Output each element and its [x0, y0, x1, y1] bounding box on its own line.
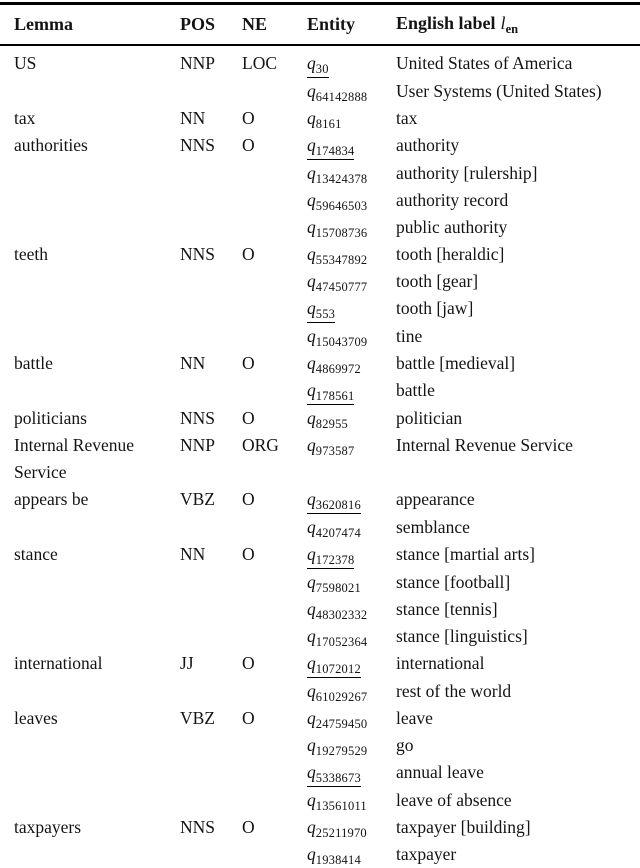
table-row [0, 323, 640, 350]
entity-number: 8161 [315, 117, 342, 131]
pos-cell [180, 78, 242, 105]
entity-number: 5338673 [315, 771, 361, 785]
pos-cell: NNS [180, 135, 216, 155]
english-label-cell: leave [396, 708, 433, 728]
english-label-cell: stance [linguistics] [396, 626, 528, 646]
entity-id [307, 298, 335, 323]
ne-cell [242, 732, 307, 759]
entity-cell [307, 45, 396, 78]
entity-id [307, 163, 367, 186]
lemma-cell [0, 569, 180, 596]
entity-number: 1938414 [315, 853, 361, 867]
pos-cell [180, 787, 242, 814]
table-row [0, 268, 640, 295]
table-row [0, 78, 640, 105]
table-row [0, 160, 640, 187]
entity-id [307, 544, 354, 569]
entity-cell [307, 732, 396, 759]
entity-number: 4869972 [315, 362, 361, 376]
pos-cell [180, 841, 242, 868]
entity-prefix: q [307, 298, 316, 318]
lemma-cell [0, 160, 180, 187]
english-label-cell: international [396, 653, 485, 673]
entity-cell [307, 377, 396, 405]
col-header-pos: POS [180, 14, 216, 34]
english-label-cell: authority record [396, 190, 509, 210]
ne-cell [242, 268, 307, 295]
entity-number: 13561011 [315, 799, 367, 813]
entity-cell [307, 759, 396, 787]
entity-number: 17052364 [315, 635, 368, 649]
entity-id [307, 653, 361, 678]
table-row [0, 432, 640, 486]
entity-id [307, 135, 354, 160]
ne-cell: LOC [242, 53, 277, 73]
entity-prefix: q [307, 489, 316, 509]
lemma-cell [0, 841, 180, 868]
pos-cell: NNS [180, 244, 216, 264]
entity-cell [307, 432, 396, 486]
ne-cell: O [242, 244, 255, 264]
pos-cell: VBZ [180, 708, 215, 728]
ne-cell: ORG [242, 435, 279, 455]
entity-number: 174834 [315, 144, 355, 158]
entity-number: 15043709 [315, 335, 368, 349]
entity-prefix: q [307, 244, 316, 264]
entity-number: 3620816 [315, 498, 361, 512]
pos-cell [180, 295, 242, 323]
entity-number: 178561 [315, 389, 355, 403]
ne-cell [242, 160, 307, 187]
entity-cell [307, 623, 396, 650]
entity-prefix: q [307, 817, 316, 837]
table-row [0, 759, 640, 787]
lemma-cell: tax [14, 108, 36, 128]
entity-id [307, 408, 348, 431]
pos-cell: NN [180, 544, 206, 564]
english-label-cell: taxpayer [396, 844, 457, 864]
entity-prefix: q [307, 708, 316, 728]
entity-id [307, 708, 367, 731]
entity-id [307, 244, 367, 267]
english-label-cell: stance [martial arts] [396, 544, 535, 564]
entity-id [307, 217, 367, 240]
english-label-cell: public authority [396, 217, 508, 237]
entity-id [307, 762, 361, 787]
entity-number: 64142888 [315, 90, 368, 104]
label-subscript: en [505, 22, 519, 36]
table-row [0, 241, 640, 268]
pos-cell: NN [180, 108, 206, 128]
ne-cell: O [242, 353, 255, 373]
table-body [0, 45, 640, 868]
pos-cell [180, 268, 242, 295]
entity-number: 973587 [315, 444, 355, 458]
entity-id [307, 435, 354, 458]
entity-number: 13424378 [315, 172, 368, 186]
entity-number: 24759450 [315, 717, 368, 731]
entity-cell [307, 841, 396, 868]
ne-cell [242, 514, 307, 541]
entity-id [307, 735, 367, 758]
entity-prefix: q [307, 626, 316, 646]
entity-cell [307, 787, 396, 814]
english-label-cell: United States of America [396, 53, 573, 73]
english-label-cell: Internal Revenue Service [396, 435, 573, 455]
ne-cell [242, 377, 307, 405]
entity-prefix: q [307, 572, 316, 592]
entity-prefix: q [307, 190, 316, 210]
lemma-cell [0, 623, 180, 650]
entity-number: 48302332 [315, 608, 368, 622]
entity-number: 172378 [315, 553, 355, 567]
entity-id [307, 599, 367, 622]
entity-prefix: q [307, 653, 316, 673]
entity-cell [307, 214, 396, 241]
lemma-cell [0, 78, 180, 105]
lemma-cell [0, 514, 180, 541]
lemma-cell: Internal Revenue Service [14, 435, 135, 482]
pos-cell [180, 514, 242, 541]
entity-prefix: q [307, 108, 316, 128]
label-symbol: l [500, 13, 506, 33]
table-row [0, 787, 640, 814]
english-label-cell: tooth [gear] [396, 271, 479, 291]
entity-id [307, 81, 367, 104]
lemma-cell: teeth [14, 244, 49, 264]
table-row [0, 541, 640, 569]
english-label-cell: battle [medieval] [396, 353, 516, 373]
english-label-cell: taxpayer [building] [396, 817, 531, 837]
lemma-cell: US [14, 53, 37, 73]
ne-cell [242, 623, 307, 650]
entity-cell [307, 650, 396, 678]
pos-cell [180, 214, 242, 241]
lemma-cell [0, 596, 180, 623]
english-label-cell: stance [football] [396, 572, 511, 592]
english-label-cell: tooth [jaw] [396, 298, 474, 318]
lemma-cell [0, 678, 180, 705]
lemma-cell: leaves [14, 708, 58, 728]
english-label-cell: leave of absence [396, 790, 512, 810]
entity-number: 4207474 [315, 526, 361, 540]
lemma-cell: stance [14, 544, 58, 564]
entity-id [307, 844, 361, 868]
entity-number: 7598021 [315, 581, 361, 595]
entity-id [307, 271, 367, 294]
ne-cell: O [242, 708, 255, 728]
entity-id [307, 626, 367, 649]
col-header-lemma: Lemma [14, 14, 73, 34]
english-label-cell: authority [396, 135, 460, 155]
entity-prefix: q [307, 163, 316, 183]
pos-cell: VBZ [180, 489, 215, 509]
entity-id [307, 790, 367, 813]
header-row [0, 4, 640, 46]
english-label-cell: appearance [396, 489, 475, 509]
pos-cell: NNS [180, 817, 216, 837]
pos-cell [180, 678, 242, 705]
entity-prefix: q [307, 408, 316, 428]
entity-number: 15708736 [315, 226, 368, 240]
table-row [0, 705, 640, 732]
english-label-cell: tine [396, 326, 423, 346]
entity-id [307, 108, 342, 131]
entity-cell [307, 486, 396, 514]
ne-cell [242, 78, 307, 105]
entity-number: 553 [315, 307, 336, 321]
entity-cell [307, 268, 396, 295]
entity-prefix: q [307, 435, 316, 455]
pos-cell: NN [180, 353, 206, 373]
entity-prefix: q [307, 53, 316, 73]
pos-cell: NNS [180, 408, 216, 428]
english-label-cell: politician [396, 408, 463, 428]
entity-cell [307, 132, 396, 160]
entity-prefix: q [307, 135, 316, 155]
entity-number: 25211970 [315, 826, 367, 840]
table-row [0, 187, 640, 214]
entity-prefix: q [307, 790, 316, 810]
table-row [0, 732, 640, 759]
entity-cell [307, 596, 396, 623]
entity-cell [307, 705, 396, 732]
table-row [0, 650, 640, 678]
table-row [0, 132, 640, 160]
table-row [0, 514, 640, 541]
english-label-cell: authority [rulership] [396, 163, 538, 183]
entity-cell [307, 678, 396, 705]
entity-cell [307, 105, 396, 132]
entity-number: 82955 [315, 417, 348, 431]
col-header-english-label [396, 4, 640, 46]
entity-cell [307, 350, 396, 377]
table-row [0, 295, 640, 323]
lemma-cell [0, 759, 180, 787]
table-row [0, 405, 640, 432]
entity-prefix: q [307, 544, 316, 564]
table-row [0, 45, 640, 78]
entity-id [307, 380, 354, 405]
ne-cell [242, 759, 307, 787]
entity-id [307, 489, 361, 514]
table-row [0, 569, 640, 596]
entity-prefix: q [307, 844, 316, 864]
english-label-cell: User Systems (United States) [396, 81, 602, 101]
entity-number: 55347892 [315, 253, 368, 267]
col-header-entity: Entity [307, 14, 356, 34]
pos-cell [180, 596, 242, 623]
ne-cell: O [242, 108, 255, 128]
table-row [0, 214, 640, 241]
pos-cell [180, 569, 242, 596]
lemma-cell [0, 787, 180, 814]
table-row [0, 678, 640, 705]
entity-cell [307, 295, 396, 323]
table-row [0, 596, 640, 623]
entity-cell [307, 160, 396, 187]
pos-cell [180, 323, 242, 350]
english-label-cell: tooth [heraldic] [396, 244, 505, 264]
entity-cell [307, 323, 396, 350]
english-label-cell: rest of the world [396, 681, 512, 701]
entity-prefix: q [307, 271, 316, 291]
table-row [0, 623, 640, 650]
table-row [0, 841, 640, 868]
ne-cell [242, 596, 307, 623]
entity-number: 30 [315, 62, 329, 76]
pos-cell: NNP [180, 53, 216, 73]
lemma-cell [0, 187, 180, 214]
entity-number: 59646503 [315, 199, 368, 213]
ne-cell [242, 787, 307, 814]
english-label-text: English label [396, 13, 496, 33]
ne-cell [242, 187, 307, 214]
lemma-cell: taxpayers [14, 817, 82, 837]
table-row [0, 377, 640, 405]
entity-prefix: q [307, 353, 316, 373]
ne-cell [242, 295, 307, 323]
entity-cell [307, 541, 396, 569]
entity-number: 1072012 [315, 662, 361, 676]
pos-cell [180, 732, 242, 759]
lemma-cell [0, 323, 180, 350]
lemma-cell: authorities [14, 135, 88, 155]
entity-prefix: q [307, 380, 316, 400]
entity-id [307, 517, 361, 540]
pos-cell: NNP [180, 435, 216, 455]
entity-prefix: q [307, 81, 316, 101]
table-row [0, 350, 640, 377]
table-header [0, 4, 640, 46]
entity-prefix: q [307, 735, 316, 755]
table-row [0, 486, 640, 514]
entity-id [307, 353, 361, 376]
entity-cell [307, 814, 396, 841]
entity-prefix: q [307, 599, 316, 619]
ne-cell: O [242, 489, 255, 509]
entity-prefix: q [307, 517, 316, 537]
ne-cell [242, 569, 307, 596]
col-header-ne: NE [242, 14, 268, 34]
entity-cell [307, 405, 396, 432]
lemma-cell [0, 732, 180, 759]
entity-id [307, 817, 367, 840]
entity-prefix: q [307, 217, 316, 237]
entity-cell [307, 241, 396, 268]
entity-id [307, 190, 367, 213]
ne-cell: O [242, 544, 255, 564]
english-label-cell: go [396, 735, 414, 755]
entity-prefix: q [307, 326, 316, 346]
entity-cell [307, 569, 396, 596]
ne-cell: O [242, 653, 255, 673]
lemma-cell: international [14, 653, 103, 673]
lemma-cell: battle [14, 353, 53, 373]
lemma-cell [0, 295, 180, 323]
ne-cell [242, 323, 307, 350]
english-label-cell: battle [396, 380, 435, 400]
pos-cell [180, 759, 242, 787]
english-label-cell: tax [396, 108, 418, 128]
entity-number: 19279529 [315, 744, 368, 758]
entity-prefix: q [307, 762, 316, 782]
lemma-cell [0, 377, 180, 405]
entity-id [307, 53, 329, 78]
lemma-cell [0, 268, 180, 295]
lemma-cell [0, 214, 180, 241]
lemma-cell: appears be [14, 489, 89, 509]
ne-cell [242, 214, 307, 241]
pos-cell [180, 187, 242, 214]
lemma-entity-table [0, 2, 640, 868]
entity-number: 61029267 [315, 690, 368, 704]
english-label-cell: annual leave [396, 762, 484, 782]
ne-cell: O [242, 408, 255, 428]
entity-cell [307, 514, 396, 541]
lemma-cell: politicians [14, 408, 87, 428]
ne-cell: O [242, 817, 255, 837]
entity-number: 47450777 [315, 280, 368, 294]
english-label-cell: semblance [396, 517, 470, 537]
entity-id [307, 326, 367, 349]
entity-prefix: q [307, 681, 316, 701]
pos-cell [180, 160, 242, 187]
entity-id [307, 681, 367, 704]
entity-cell [307, 78, 396, 105]
pos-cell: JJ [180, 653, 194, 673]
ne-cell: O [242, 135, 255, 155]
ne-cell [242, 678, 307, 705]
entity-id [307, 572, 361, 595]
table-row [0, 105, 640, 132]
pos-cell [180, 377, 242, 405]
table-row [0, 814, 640, 841]
pos-cell [180, 623, 242, 650]
ne-cell [242, 841, 307, 868]
english-label-cell: stance [tennis] [396, 599, 498, 619]
entity-cell [307, 187, 396, 214]
